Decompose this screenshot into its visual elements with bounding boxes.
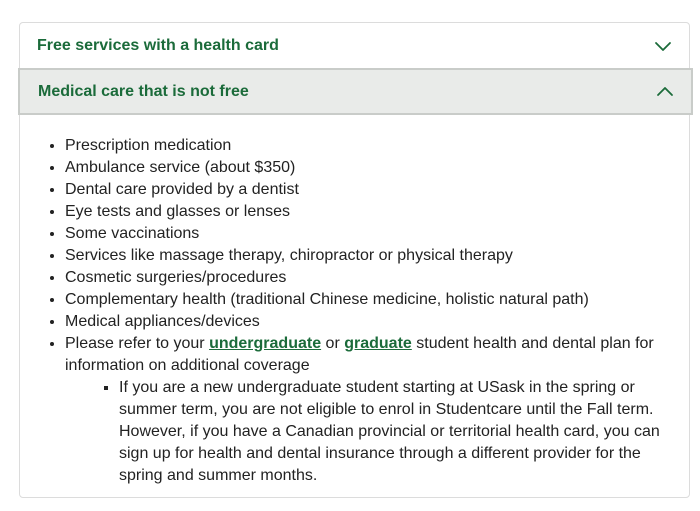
- accordion-title-free-services: Free services with a health card: [37, 37, 279, 54]
- list-item: • Services like massage therapy, chiropractor or physical therapy: [65, 245, 669, 267]
- list-item-note: ▪ If you are a new undergraduate student starting at USask in the spring or summer term, you are not eligible to enrol in Studentcare until the Fall term. However, if you have a Canadian provincial or territorial health card, you can sign up for health and dental insurance through a different provider for the spring and summer months.: [119, 377, 669, 487]
- chevron-down-icon[interactable]: [654, 37, 672, 55]
- list-item: • Dental care provided by a dentist: [65, 179, 669, 201]
- list-item: • Eye tests and glasses or lenses: [65, 201, 669, 223]
- accordion: [19, 22, 690, 498]
- not-free-list: [20, 135, 669, 487]
- graduate-link[interactable]: graduate: [344, 335, 412, 352]
- accordion-title-not-free: Medical care that is not free: [38, 82, 249, 100]
- refer-sub-list: [65, 377, 669, 487]
- list-item-refer: [65, 333, 669, 487]
- chevron-up-icon[interactable]: [656, 83, 674, 101]
- refer-suffix: student health and dental plan for information on additional coverage: [65, 335, 654, 374]
- list-item: • Prescription medication: [65, 135, 669, 157]
- list-item: • Ambulance service (about $350): [65, 157, 669, 179]
- accordion-panel-not-free: [20, 115, 689, 487]
- accordion-header-free-services[interactable]: [20, 23, 689, 69]
- list-item: • Medical appliances/devices: [65, 311, 669, 333]
- accordion-header-not-free[interactable]: [18, 68, 693, 115]
- refer-prefix: Please refer to your: [65, 335, 210, 352]
- list-item: • Complementary health (traditional Chinese medicine, holistic natural path): [65, 289, 669, 311]
- list-item: • Some vaccinations: [65, 223, 669, 245]
- list-item: • Cosmetic surgeries/procedures: [65, 267, 669, 289]
- undergraduate-link[interactable]: undergraduate: [209, 335, 322, 352]
- refer-middle: or: [321, 335, 345, 352]
